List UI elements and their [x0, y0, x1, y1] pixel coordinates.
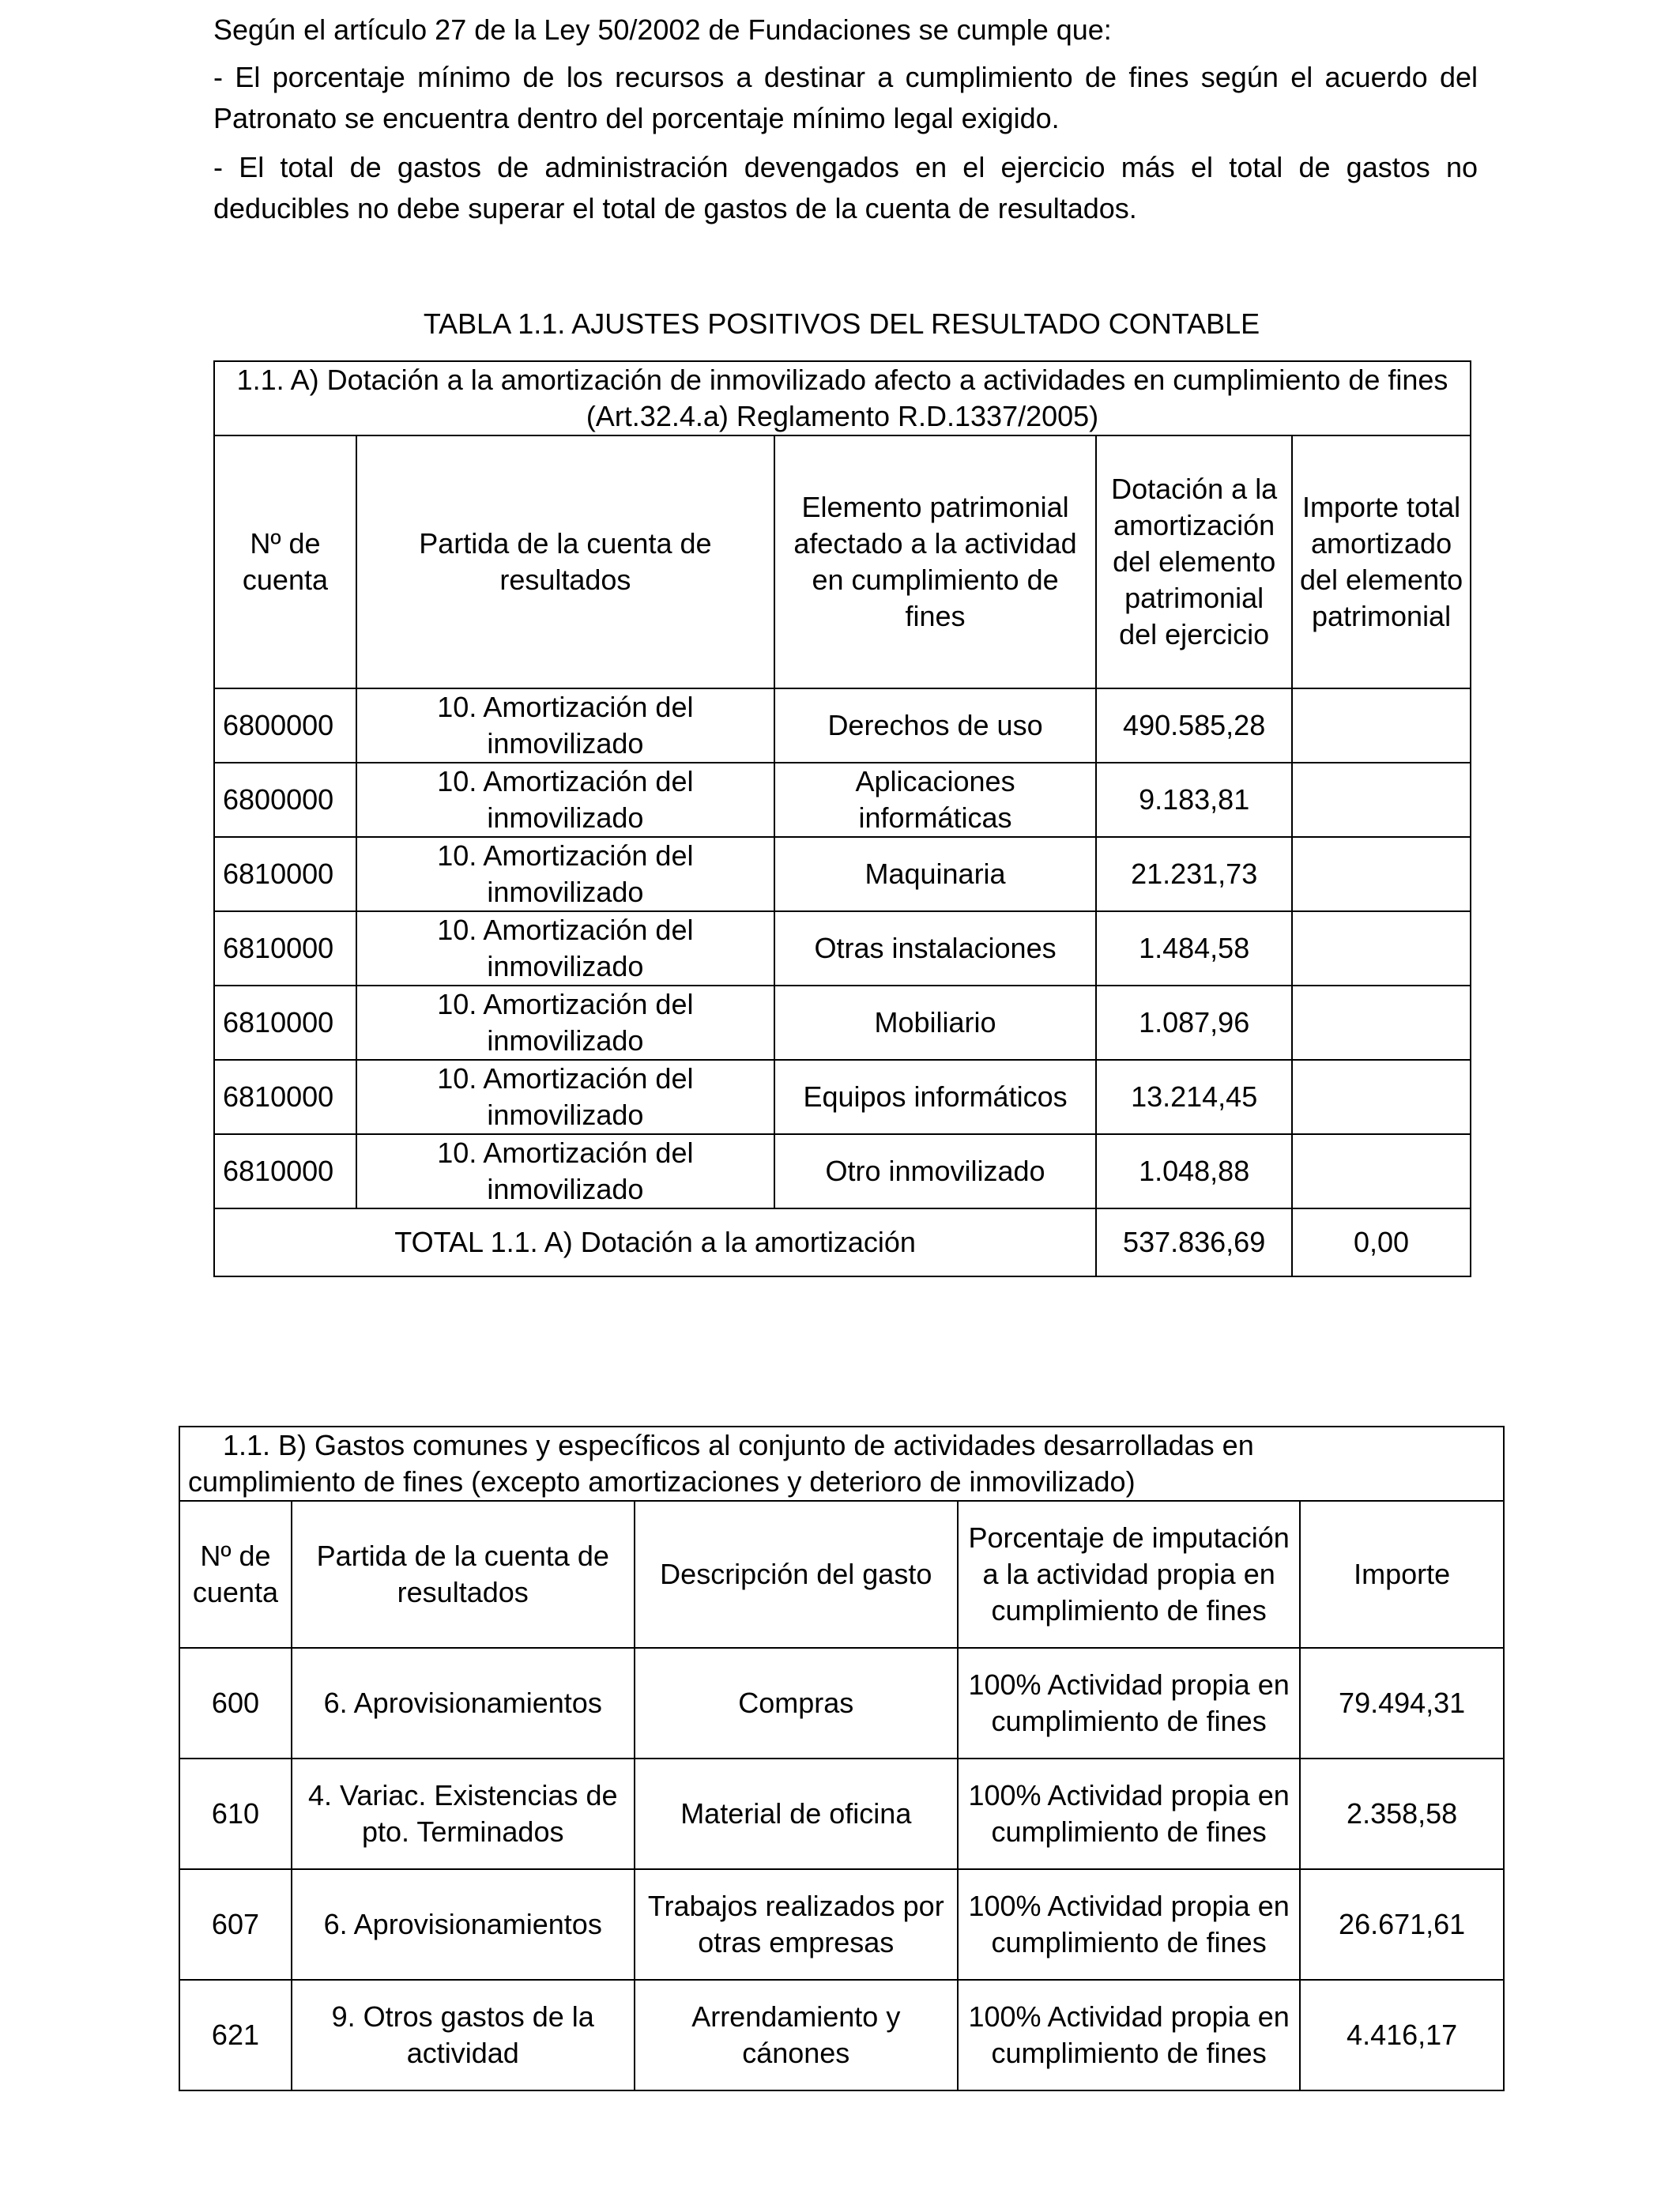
elemento-cell: Derechos de uso — [774, 688, 1096, 763]
importe-cell: 26.671,61 — [1300, 1869, 1504, 1980]
partida-cell: 10. Amortización del inmovilizado — [356, 837, 774, 911]
descripcion-cell: Material de oficina — [635, 1759, 958, 1869]
elemento-cell: Equipos informáticos — [774, 1060, 1096, 1134]
partida-cell: 10. Amortización del inmovilizado — [356, 911, 774, 986]
cuenta-cell: 6810000 — [214, 986, 356, 1060]
total-label: TOTAL 1.1. A) Dotación a la amortización — [214, 1208, 1096, 1276]
cuenta-cell: 6810000 — [214, 837, 356, 911]
table-row — [214, 837, 1471, 911]
table-b-caption — [179, 1427, 1504, 1501]
intro-text — [213, 9, 1478, 237]
descripcion-cell: Compras — [635, 1648, 958, 1759]
table-row — [214, 986, 1471, 1060]
cuenta-cell: 6810000 — [214, 1060, 356, 1134]
importe-cell — [1292, 688, 1471, 763]
importe-cell: 4.416,17 — [1300, 1980, 1504, 2090]
cuenta-cell: 600 — [179, 1648, 292, 1759]
elemento-cell: Aplicaciones informáticas — [774, 763, 1096, 837]
table-b-header-porcentaje: Porcentaje de imputación a la actividad propia en cumplimiento de fines — [958, 1501, 1300, 1648]
partida-cell: 10. Amortización del inmovilizado — [356, 1134, 774, 1208]
table-row — [214, 1060, 1471, 1134]
table-row — [214, 1134, 1471, 1208]
dotacion-cell: 9.183,81 — [1096, 763, 1292, 837]
intro-paragraph-2: - El porcentaje mínimo de los recursos a destinar a cumplimiento de fines según el acuerdo del Patronato se encuentra dentro del porcentaje mínimo legal exigido. — [213, 61, 1478, 134]
cuenta-cell: 6810000 — [214, 911, 356, 986]
importe-cell — [1292, 837, 1471, 911]
partida-cell: 6. Aprovisionamientos — [292, 1648, 635, 1759]
cuenta-cell: 621 — [179, 1980, 292, 2090]
partida-cell: 9. Otros gastos de la actividad — [292, 1980, 635, 2090]
partida-cell: 6. Aprovisionamientos — [292, 1869, 635, 1980]
table-row — [179, 1648, 1504, 1759]
descripcion-cell: Arrendamiento y cánones — [635, 1980, 958, 2090]
table-a-header-cuenta: Nº de cuenta — [214, 435, 356, 688]
elemento-cell: Otras instalaciones — [774, 911, 1096, 986]
partida-cell: 10. Amortización del inmovilizado — [356, 763, 774, 837]
dotacion-cell: 13.214,45 — [1096, 1060, 1292, 1134]
intro-line-1: Según el artículo 27 de la Ley 50/2002 de Fundaciones se cumple que: — [213, 13, 1112, 46]
cuenta-cell: 610 — [179, 1759, 292, 1869]
table-a-title: TABLA 1.1. AJUSTES POSITIVOS DEL RESULTADO CONTABLE — [423, 307, 1260, 340]
table-a-header-partida: Partida de la cuenta de resultados — [356, 435, 774, 688]
importe-cell: 79.494,31 — [1300, 1648, 1504, 1759]
table-row — [214, 911, 1471, 986]
elemento-cell: Mobiliario — [774, 986, 1096, 1060]
elemento-cell: Maquinaria — [774, 837, 1096, 911]
table-b-caption-line-2: cumplimiento de fines (excepto amortizaciones y deterioro de inmovilizado) — [188, 1465, 1136, 1498]
table-b-header-descripcion: Descripción del gasto — [635, 1501, 958, 1648]
dotacion-cell: 21.231,73 — [1096, 837, 1292, 911]
intro-paragraph-3: - El total de gastos de administración devengados en el ejercicio más el total de gastos no deducibles no debe superar el total de gastos de la cuenta de resultados. — [213, 151, 1478, 224]
importe-cell: 2.358,58 — [1300, 1759, 1504, 1869]
total-row — [214, 1208, 1471, 1276]
porcentaje-cell: 100% Actividad propia en cumplimiento de fines — [958, 1648, 1300, 1759]
table-b-header-cuenta: Nº de cuenta — [179, 1501, 292, 1648]
dotacion-cell: 1.087,96 — [1096, 986, 1292, 1060]
table-row — [214, 688, 1471, 763]
cuenta-cell: 6810000 — [214, 1134, 356, 1208]
cuenta-cell: 6800000 — [214, 688, 356, 763]
dotacion-cell: 1.484,58 — [1096, 911, 1292, 986]
descripcion-cell: Trabajos realizados por otras empresas — [635, 1869, 958, 1980]
dotacion-cell: 490.585,28 — [1096, 688, 1292, 763]
total-dotacion: 537.836,69 — [1096, 1208, 1292, 1276]
table-a-header-elemento: Elemento patrimonial afectado a la actividad en cumplimiento de fines — [774, 435, 1096, 688]
cuenta-cell: 607 — [179, 1869, 292, 1980]
dotacion-cell: 1.048,88 — [1096, 1134, 1292, 1208]
porcentaje-cell: 100% Actividad propia en cumplimiento de fines — [958, 1759, 1300, 1869]
importe-cell — [1292, 1060, 1471, 1134]
table-row — [214, 763, 1471, 837]
table-row — [179, 1869, 1504, 1980]
table-row — [179, 1980, 1504, 2090]
partida-cell: 4. Variac. Existencias de pto. Terminados — [292, 1759, 635, 1869]
total-importe: 0,00 — [1292, 1208, 1471, 1276]
table-amortizacion — [213, 360, 1471, 1277]
cuenta-cell: 6800000 — [214, 763, 356, 837]
importe-cell — [1292, 986, 1471, 1060]
table-row — [179, 1759, 1504, 1869]
table-b-header-partida: Partida de la cuenta de resultados — [292, 1501, 635, 1648]
partida-cell: 10. Amortización del inmovilizado — [356, 688, 774, 763]
porcentaje-cell: 100% Actividad propia en cumplimiento de fines — [958, 1869, 1300, 1980]
table-a-header-dotacion: Dotación a la amortización del elemento patrimonial del ejercicio — [1096, 435, 1292, 688]
table-b-header-importe: Importe — [1300, 1501, 1504, 1648]
table-a-header-importe: Importe total amortizado del elemento patrimonial — [1292, 435, 1471, 688]
table-b-caption-line-1: 1.1. B) Gastos comunes y específicos al conjunto de actividades desarrolladas en — [223, 1429, 1254, 1461]
importe-cell — [1292, 763, 1471, 837]
partida-cell: 10. Amortización del inmovilizado — [356, 986, 774, 1060]
table-a-caption: 1.1. A) Dotación a la amortización de inmovilizado afecto a actividades en cumplimiento de fines (Art.32.4.a) Reglamento R.D.1337/2005) — [214, 361, 1471, 435]
importe-cell — [1292, 911, 1471, 986]
partida-cell: 10. Amortización del inmovilizado — [356, 1060, 774, 1134]
porcentaje-cell: 100% Actividad propia en cumplimiento de fines — [958, 1980, 1300, 2090]
table-gastos — [179, 1426, 1505, 2091]
elemento-cell: Otro inmovilizado — [774, 1134, 1096, 1208]
importe-cell — [1292, 1134, 1471, 1208]
